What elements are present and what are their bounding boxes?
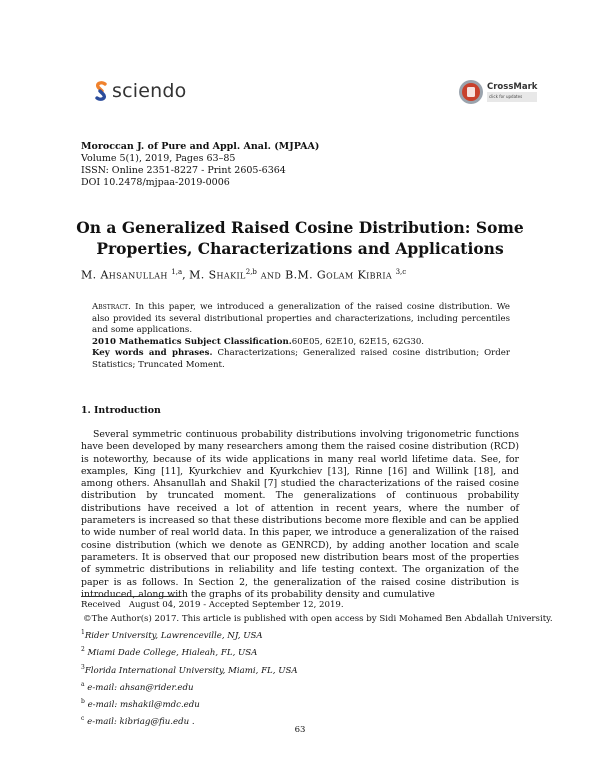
author-name: M. Ahsanullah — [81, 268, 168, 282]
journal-volume: Volume 5(1), 2019, Pages 63–85 — [81, 153, 236, 164]
keywords-text: Characterizations; Generalized raised cosine distribution; Order Statistics; Truncated Moment. — [92, 348, 510, 370]
keywords-line — [92, 348, 510, 371]
received-line: Received August 04, 2019 - Accepted September 12, 2019. — [81, 600, 344, 610]
abstract-label: Abstract. — [92, 302, 131, 312]
body-paragraph: Several symmetric continuous probability distributions involving trigonometric functions have been developed by many researchers among them the raised cosine distribution (RCD) is noteworthy, because of its wide applications in many real world lifetime data. See, for examples, King [11], Kyurkchiev and Kyurkchiev [13], Rinne [16] and Willink [18], and among others. Ahsanullah and Shakil [7] studied the characterizations of the raised cosine distribution by truncated moment. The generalizations of continuous probability distributions have received a lot of attention in recent years, where the number of parameters is increased so that these distributions become more flexible and can be applied to wide number of real world data. In this paper, we introduce a generalization of the raised cosine distribution (which we denote as GENRCD), by adding another location and scale parameters. It is observed that our proposed new distribution bears most of the properties of symmetric distributions in reliability and life testing context. The organization of the paper is as follows. In Section 2, the generalization of the raised cosine distribution is introduced, along with the graphs of its probability density and cumulative — [81, 429, 519, 600]
footnote-divider — [81, 596, 181, 597]
email-marker: a — [81, 680, 85, 688]
author-name: B.M. Golam Kibria — [285, 268, 393, 282]
author-affiliation-marker: 3,c — [395, 268, 407, 276]
abstract-paragraph — [92, 302, 510, 337]
author-affiliation-marker: 1,a — [171, 268, 183, 276]
crossmark-title: CrossMark — [487, 82, 538, 92]
msc-label: 2010 Mathematics Subject Classification. — [92, 336, 292, 347]
msc-codes: 60E05, 62E10, 62E15, 62G30. — [291, 336, 425, 347]
affiliation-text: Miami Dade College, Hialeah, FL, USA — [84, 648, 258, 659]
email-b — [81, 695, 553, 712]
affiliation-1 — [81, 626, 553, 643]
paper-title-line-1: On a Generalized Raised Cosine Distribution: Some — [76, 218, 524, 237]
author-separator: and — [256, 268, 286, 282]
section-heading: 1. Introduction — [81, 405, 161, 416]
sciendo-logo — [94, 80, 186, 102]
email-marker: c — [81, 714, 85, 722]
crossmark-badge[interactable] — [458, 79, 537, 105]
journal-info — [81, 141, 319, 189]
author-name: M. Shakil — [189, 268, 246, 282]
keywords-label: Key words and phrases. — [92, 348, 213, 359]
journal-doi[interactable]: DOI 10.2478/mjpaa-2019-0006 — [81, 177, 230, 188]
author-affiliation-marker: 2,b — [245, 268, 257, 276]
affiliation-marker: 1 — [81, 629, 85, 637]
email-a — [81, 678, 553, 695]
affiliation-text: Rider University, Lawrenceville, NJ, USA — [84, 631, 263, 642]
email-marker: b — [81, 697, 85, 705]
author-separator: , — [182, 268, 190, 282]
affiliation-text: Florida International University, Miami, FL, USA — [84, 665, 298, 676]
footnotes — [81, 598, 553, 729]
sciendo-s-icon — [94, 81, 108, 101]
sciendo-logo-text: sciendo — [112, 80, 187, 102]
journal-name: Moroccan J. of Pure and Appl. Anal. (MJPAA) — [81, 141, 320, 152]
crossmark-icon — [458, 79, 484, 105]
email-text[interactable]: e-mail: ahsan@rider.edu — [84, 682, 194, 693]
crossmark-subtitle: click for updates — [487, 92, 537, 102]
journal-issn: ISSN: Online 2351-8227 - Print 2605-6364 — [81, 165, 286, 176]
paper-title — [60, 217, 540, 259]
abstract-block — [92, 302, 510, 372]
page-number: 63 — [294, 725, 306, 735]
abstract-text: In this paper, we introduced a generalization of the raised cosine distribution. We also provided its several distributional properties and characterizations, including percentiles and some applications. — [92, 302, 510, 336]
author-list — [81, 268, 406, 282]
affiliation-3 — [81, 661, 553, 678]
affiliation-2 — [81, 643, 553, 660]
paper-title-line-2: Properties, Characterizations and Applications — [96, 239, 504, 258]
email-text[interactable]: e-mail: kibriag@fiu.edu . — [84, 716, 195, 727]
affiliation-marker: 3 — [81, 663, 85, 671]
copyright-line: ©The Author(s) 2017. This article is published with open access by Sidi Mohamed Ben Abdallah University. — [83, 614, 553, 625]
email-text[interactable]: e-mail: mshakil@mdc.edu — [84, 699, 200, 710]
msc-line — [92, 337, 510, 349]
affiliation-marker: 2 — [81, 646, 85, 654]
